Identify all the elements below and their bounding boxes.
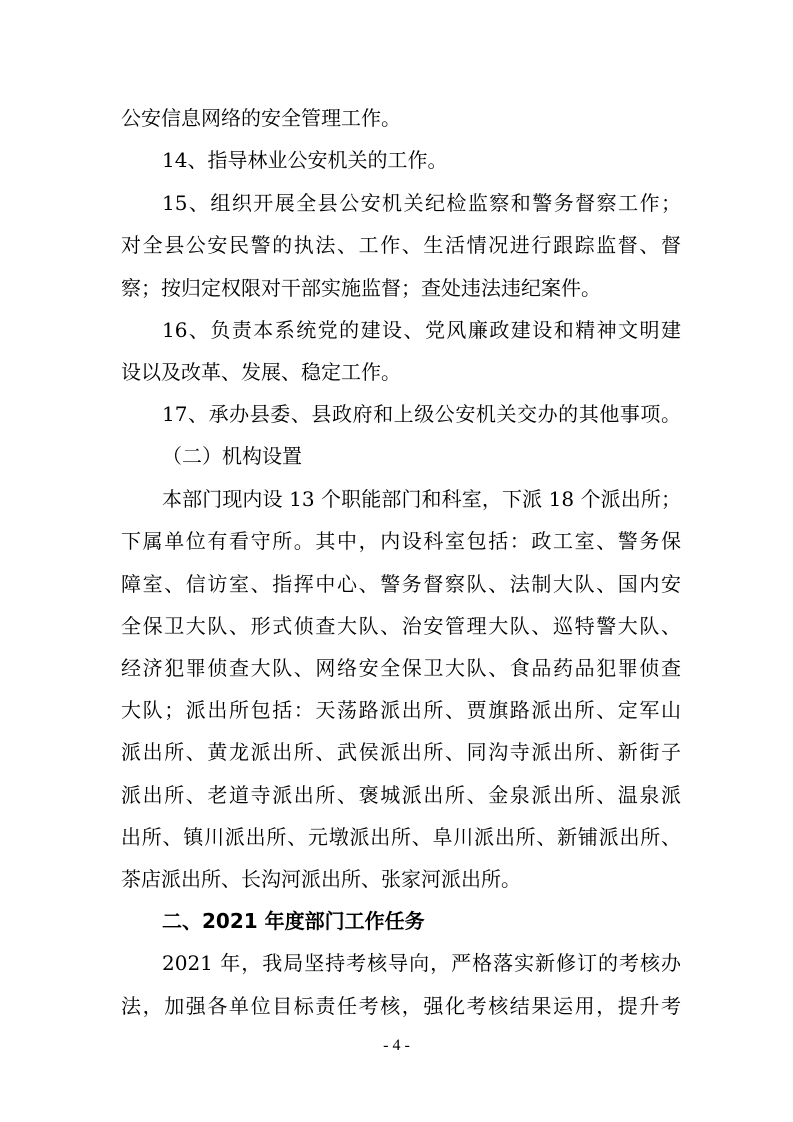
text-line: 对全县公安民警的执法、工作、生活情况进行跟踪监督、督 [121,233,681,257]
text-line: 全保卫大队、形式侦查大队、治安管理大队、巡特警大队、 [121,614,681,638]
text-line: 大队；派出所包括：天荡路派出所、贾旗路派出所、定军山 [121,698,681,722]
text-line: 本部门现内设 13 个职能部门和科室，下派 18 个派出所； [162,487,681,511]
text-line: 下属单位有看守所。其中，内设科室包括：政工室、警务保 [121,529,681,553]
text-line: 15、组织开展全县公安机关纪检监察和警务督察工作； [162,191,681,215]
text-line: 茶店派出所、长沟河派出所、张家河派出所。 [121,867,521,891]
text-line: 障室、信访室、指挥中心、警务督察队、法制大队、国内安 [121,572,681,596]
text-line: 16、负责本系统党的建设、党风廉政建设和精神文明建 [162,318,681,342]
text-line: 经济犯罪侦查大队、网络安全保卫大队、食品药品犯罪侦查 [121,656,681,680]
text-line: 14、指导林业公安机关的工作。 [162,148,448,172]
text-line: 派出所、老道寺派出所、褒城派出所、金泉派出所、温泉派 [121,783,681,807]
text-line: 2021 年，我局坚持考核导向，严格落实新修订的考核办 [162,951,681,975]
page-number: - 4 - [383,1037,410,1054]
text-line: 察；按归定权限对干部实施监督；查处违法违纪案件。 [121,276,601,300]
text-line: 公安信息网络的安全管理工作。 [121,106,401,130]
text-line: 出所、镇川派出所、元墩派出所、阜川派出所、新铺派出所、 [121,825,681,849]
text-line: 设以及改革、发展、稳定工作。 [121,360,401,384]
section-subheading: （二）机构设置 [162,444,302,468]
text-line: 17、承办县委、县政府和上级公安机关交办的其他事项。 [162,402,681,426]
section-heading: 二、2021 年度部门工作任务 [162,909,425,933]
text-line: 法，加强各单位目标责任考核，强化考核结果运用，提升考 [121,994,681,1018]
text-line: 派出所、黄龙派出所、武侯派出所、同沟寺派出所、新街子 [121,740,681,764]
